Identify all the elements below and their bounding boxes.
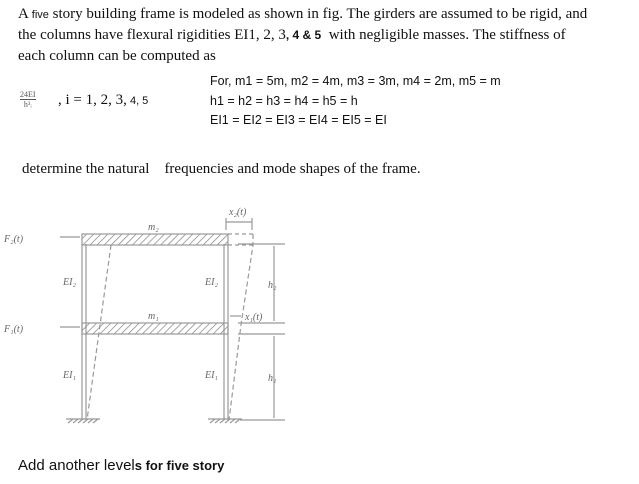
problem-line-1	[18, 6, 587, 23]
text: 4, 5	[126, 95, 149, 107]
ei1-right-label: EI₁	[205, 370, 218, 381]
text: Add another level	[18, 457, 135, 474]
index-range	[58, 92, 148, 109]
mass-1-label: m₁	[148, 311, 159, 322]
problem-line-2	[18, 27, 566, 44]
h1-label: h₁	[268, 373, 277, 384]
h2-label: h₂	[268, 280, 277, 291]
text: , i = 1, 2, 3,	[58, 92, 127, 108]
problem-line-3: each column can be computed as	[18, 48, 216, 64]
ei2-right-label: EI₂	[205, 277, 218, 288]
denominator: h³ᵢ	[23, 100, 32, 109]
given-line: For, m1 = 5m, m2 = 4m, m3 = 3m, m4 = 2m, m5 = m	[210, 74, 501, 88]
numerator: 24EI	[20, 90, 36, 99]
force-1-label: F₁(t)	[4, 324, 24, 335]
task-text: determine the natural frequencies and mode shapes of the frame.	[22, 161, 421, 177]
x1-label: x₁(t)	[245, 312, 263, 323]
girder-2	[82, 234, 228, 245]
text: , 4 & 5	[285, 28, 322, 42]
text: s for five story	[134, 458, 225, 473]
text: the columns have flexural rigidities EI1, 2, 3	[18, 27, 286, 43]
stiffness-fraction	[20, 90, 36, 109]
ei2-left-label: EI₂	[63, 277, 76, 288]
given-line: EI1 = EI2 = EI3 = EI4 = EI5 = EI	[210, 113, 387, 127]
text: story building frame is modeled as shown in fig. The girders are assumed to be rigid, and	[52, 6, 588, 22]
ei1-left-label: EI₁	[63, 370, 76, 381]
note-text	[18, 457, 224, 474]
given-line: h1 = h2 = h3 = h4 = h5 = h	[210, 93, 358, 108]
text: five	[31, 9, 49, 21]
text: A	[18, 6, 29, 22]
girder-1	[82, 323, 228, 334]
frame-figure	[0, 200, 320, 440]
text: with negligible masses. The stiffness of	[328, 27, 566, 43]
force-2-label: F₂(t)	[4, 234, 24, 245]
given-values	[210, 72, 501, 131]
x2-label: x₂(t)	[229, 207, 247, 218]
mass-2-label: m₂	[148, 222, 159, 233]
